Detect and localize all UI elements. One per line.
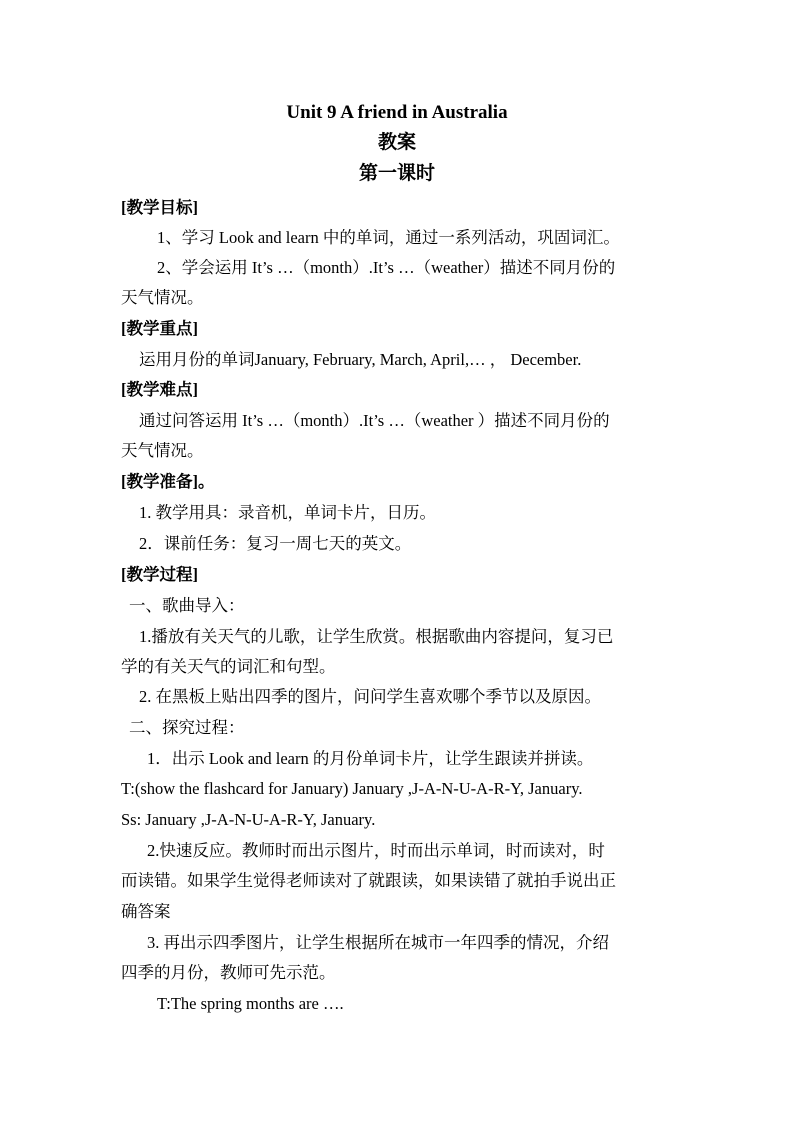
preparation-line: 2．课前任务：复习一周七天的英文。 xyxy=(139,534,412,553)
document-subtitle: 教案 xyxy=(377,132,416,153)
difficulties-heading: [教学难点] xyxy=(121,380,198,399)
process-line: 1.播放有关天气的儿歌，让学生欣赏。根据歌曲内容提问，复习已 xyxy=(139,627,614,646)
process-line: 3. 再出示四季图片，让学生根据所在城市一年四季的情况，介绍 xyxy=(147,933,609,952)
key-points-line: 运用月份的单词January, February, March, April,… ， December. xyxy=(139,350,582,369)
process-line: 确答案 xyxy=(121,902,171,921)
process-line: T:(show the flashcard for January) January ,J-A-N-U-A-R-Y, January. xyxy=(121,779,583,798)
difficulties-line: 通过问答运用 It’s …（month）.It’s …（weather ）描述不同月份的 xyxy=(139,411,610,430)
process-line: 一、歌曲导入： xyxy=(129,596,245,615)
process-line: 学的有关天气的词汇和句型。 xyxy=(121,657,336,676)
objectives-line: 天气情况。 xyxy=(121,288,204,307)
difficulties-line: 天气情况。 xyxy=(121,441,204,460)
preparation-line: 1. 教学用具：录音机，单词卡片，日历。 xyxy=(139,503,436,522)
process-line: 而读错。如果学生觉得老师读对了就跟读，如果读错了就拍手说出正 xyxy=(121,871,616,890)
lesson-label: 第一课时 xyxy=(358,163,435,184)
process-line: 2.快速反应。教师时而出示图片，时而出示单词，时而读对，时 xyxy=(147,841,605,860)
process-line: T:The spring months are …. xyxy=(157,994,344,1013)
objectives-line: 1、学习 Look and learn 中的单词，通过一系列活动，巩固词汇。 xyxy=(157,228,620,247)
objectives-heading: [教学目标] xyxy=(121,198,198,217)
process-line: Ss: January ,J-A-N-U-A-R-Y, January. xyxy=(121,810,376,829)
process-line: 2. 在黑板上贴出四季的图片，问问学生喜欢哪个季节以及原因。 xyxy=(139,687,601,706)
process-line: 二、探究过程： xyxy=(129,718,245,737)
process-line: 1．出示 Look and learn 的月份单词卡片，让学生跟读并拼读。 xyxy=(147,749,594,768)
document-title: Unit 9 A friend in Australia xyxy=(286,102,508,123)
key-points-heading: [教学重点] xyxy=(121,319,198,338)
preparation-heading: [教学准备]。 xyxy=(121,472,215,491)
process-heading: [教学过程] xyxy=(121,565,198,584)
process-line: 四季的月份，教师可先示范。 xyxy=(121,963,336,982)
objectives-line: 2、学会运用 It’s …（month）.It’s …（weather）描述不同月份的 xyxy=(157,258,616,277)
